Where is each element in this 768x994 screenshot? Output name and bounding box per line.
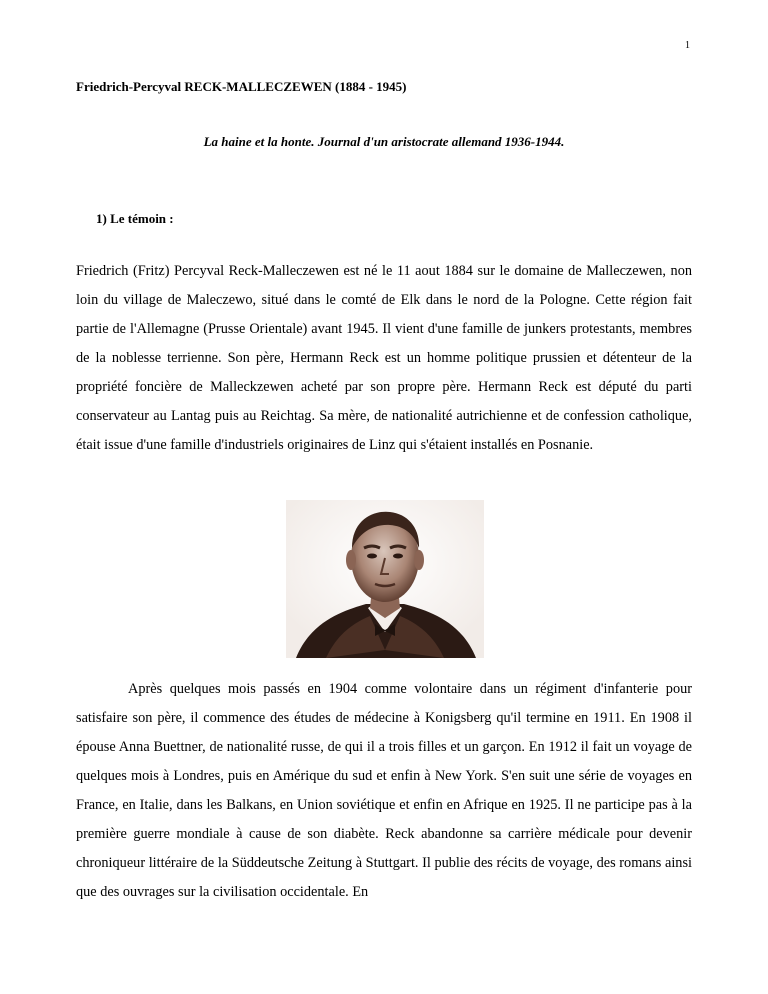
document-title: Friedrich-Percyval RECK-MALLECZEWEN (1884 - 1945): [76, 79, 407, 94]
portrait-image: [286, 500, 484, 658]
page-number: 1: [685, 40, 690, 51]
paragraph-biography-career: Après quelques mois passés en 1904 comme volontaire dans un régiment d'infanterie pour satisfaire son père, il commence des études de médecine à Konigsberg qu'il termine en 1911. En 1908 il épouse Anna Buettner, de nationalité russe, de qui il a trois filles et un garçon. En 1912 il fait un voyage de quelques mois à Londres, puis en Amérique du sud et enfin à New York. S'en suit une série de voyages en France, en Italie, dans les Balkans, en Union soviétique et enfin en Afrique en 1925. Il ne participe pas à la première guerre mondiale à cause de son diabète. Reck abandonne sa carrière médicale pour devenir chroniqueur littéraire de la Süddeutsche Zeitung à Stuttgart. Il publie des récits de voyage, des romans ainsi que des ouvrages sur la civilisation occidentale. En: [76, 681, 692, 900]
portrait-photo-icon: [286, 500, 484, 658]
section-heading: 1) Le témoin :: [96, 211, 174, 226]
paragraph-biography-intro: Friedrich (Fritz) Percyval Reck-Malleczewen est né le 11 aout 1884 sur le domaine de Malleczewen, non loin du village de Maleczewo, situé dans le comté de Elk dans le nord de la Pologne. Cette région fait partie de l'Allemagne (Prusse Orientale) avant 1945. Il vient d'une famille de junkers protestants, membres de la noblesse terrienne. Son père, Hermann Reck est un homme politique prussien et détenteur de la propriété foncière de Malleckzewen acheté par son propre père. Hermann Reck est député du parti conservateur au Lantag puis au Reichtag. Sa mère, de nationalité autrichienne et de confession catholique, était issue d'une famille d'industriels originaires de Linz qui s'étaient installés en Posnanie.: [76, 263, 692, 453]
document-subtitle: La haine et la honte. Journal d'un aristocrate allemand 1936-1944.: [203, 134, 565, 149]
